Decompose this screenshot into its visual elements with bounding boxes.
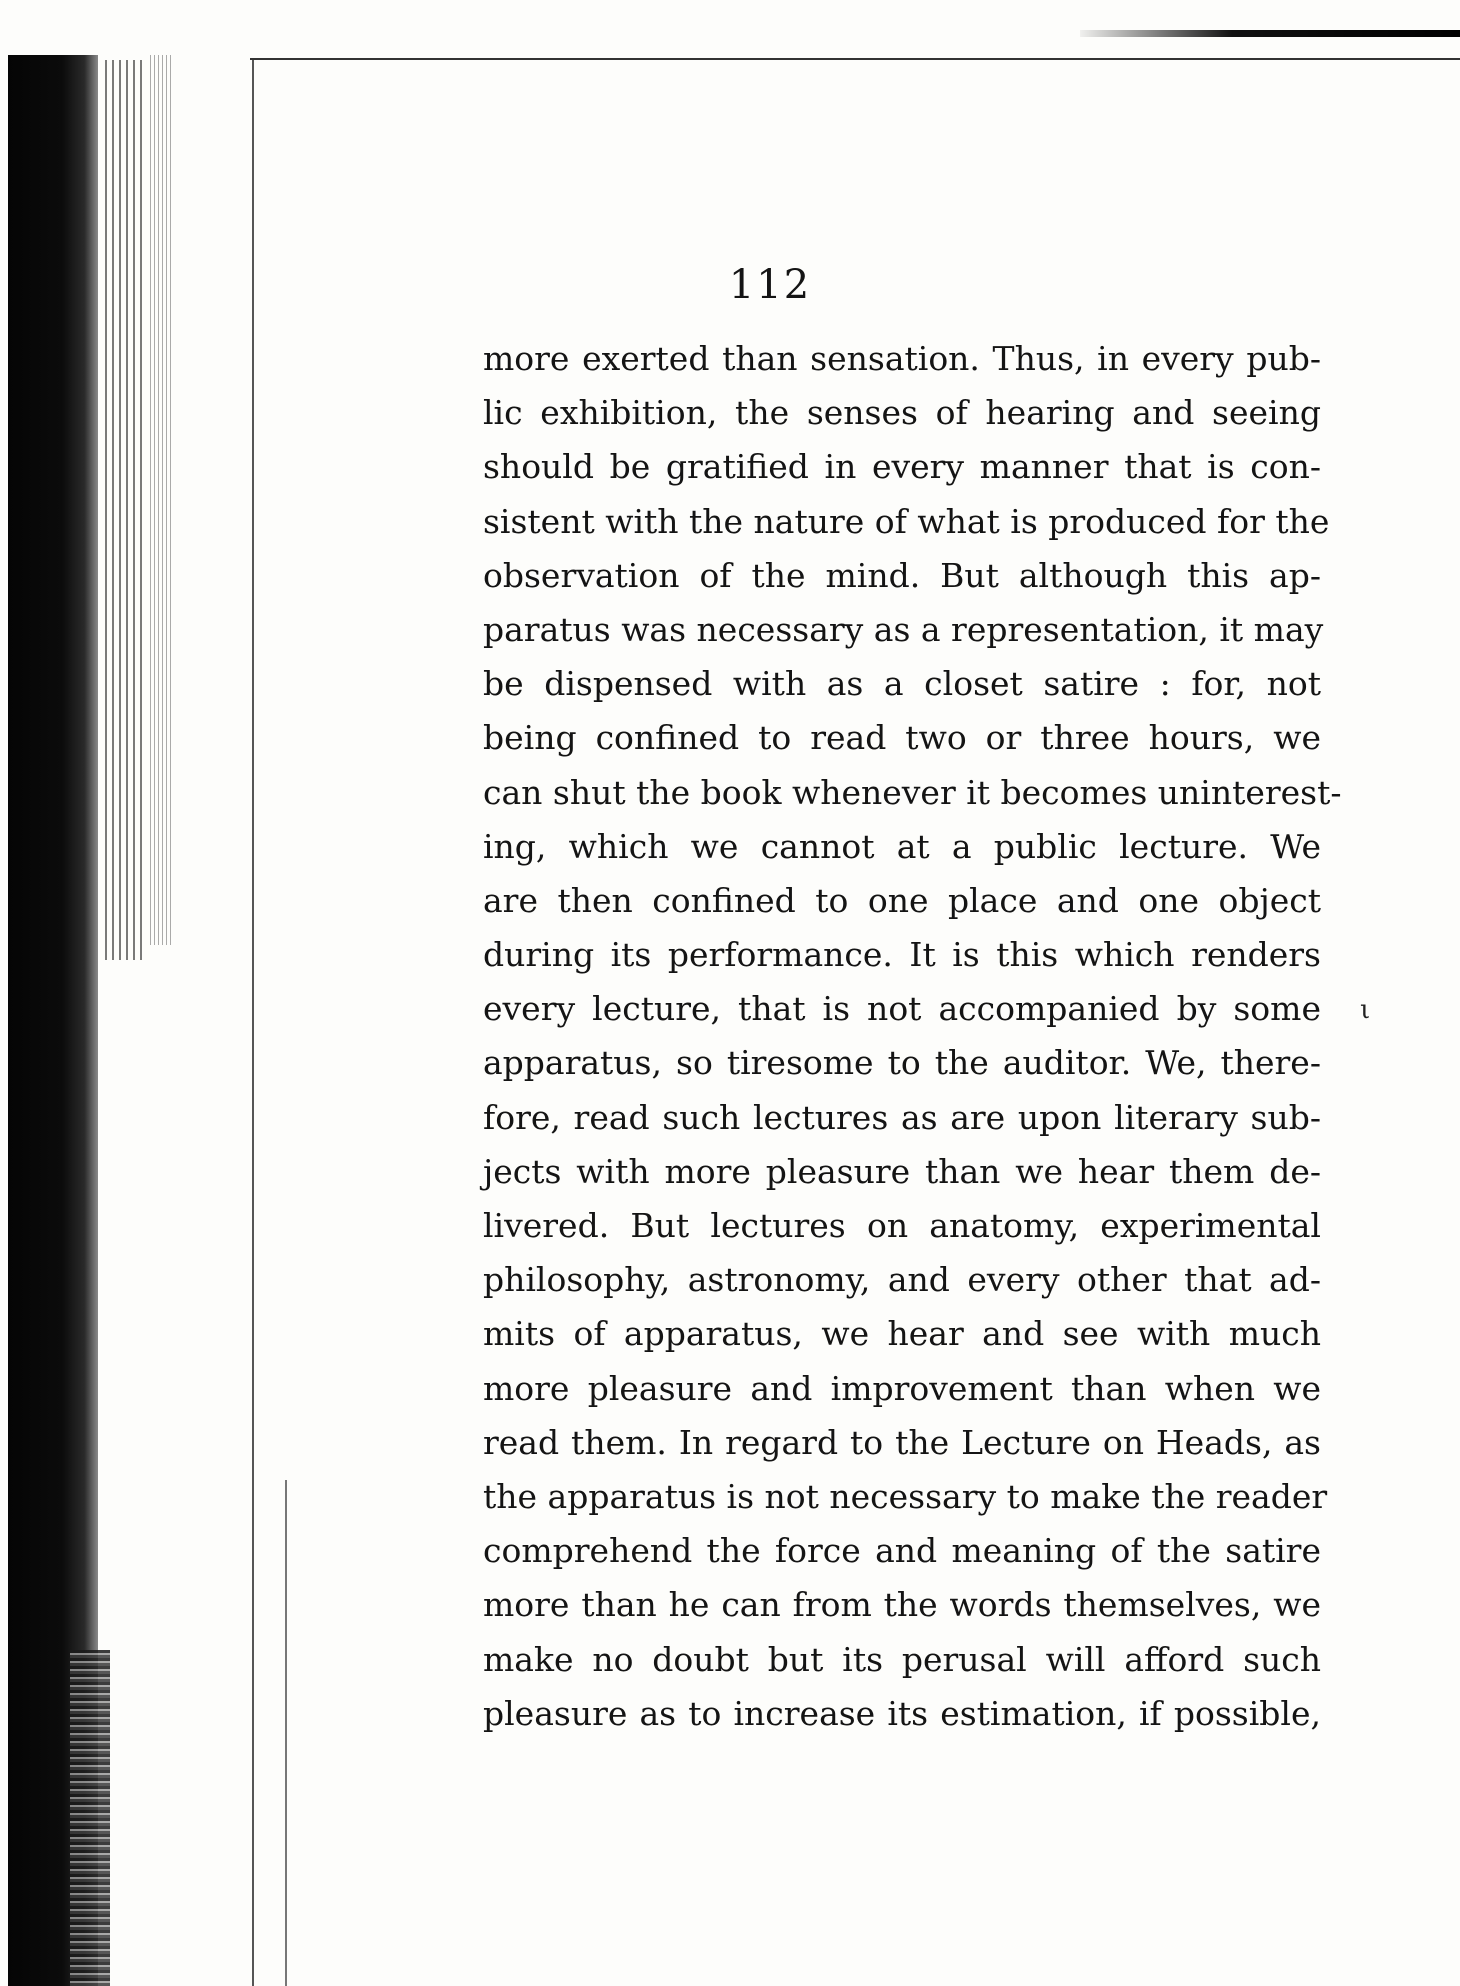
text-line: every lecture, that is not accompanied by some xyxy=(483,989,1321,1029)
page-fold-line xyxy=(285,1480,287,1986)
text-line: more pleasure and improvement than when we xyxy=(483,1368,1321,1408)
text-line: fore, read such lectures as are upon literary sub- xyxy=(483,1097,1321,1137)
text-line: can shut the book whenever it becomes uninterest- xyxy=(483,772,1342,812)
text-line: sistent with the nature of what is produced for the xyxy=(483,501,1330,541)
text-line: philosophy, astronomy, and every other that ad- xyxy=(483,1260,1321,1300)
text-line: mits of apparatus, we hear and see with much xyxy=(483,1314,1321,1354)
binding-texture xyxy=(70,1650,110,1986)
text-line: read them. In regard to the Lecture on Heads, as xyxy=(483,1422,1321,1462)
text-line: during its performance. It is this which renders xyxy=(483,935,1321,975)
text-line: more exerted than sensation. Thus, in every pub- xyxy=(483,339,1321,378)
text-line: observation of the mind. But although this ap- xyxy=(483,555,1321,595)
page-number: 112 xyxy=(728,262,812,308)
scan-edge-shadow xyxy=(1080,30,1460,37)
text-line: apparatus, so tiresome to the auditor. We, there- xyxy=(483,1043,1321,1083)
text-line: paratus was necessary as a representation, it may xyxy=(483,609,1324,649)
page-edge-lines-outer xyxy=(150,55,172,945)
text-line: jects with more pleasure than we hear them de- xyxy=(483,1151,1321,1191)
text-line: ing, which we cannot at a public lecture. We xyxy=(483,826,1321,866)
page-top-edge xyxy=(250,58,1460,60)
text-line: livered. But lectures on anatomy, experimental xyxy=(483,1206,1321,1245)
text-line: comprehend the force and meaning of the satire xyxy=(483,1531,1321,1571)
text-line: being confined to read two or three hours, we xyxy=(483,718,1321,758)
page-edge-lines xyxy=(105,60,145,960)
text-line: lic exhibition, the senses of hearing and seeing xyxy=(483,393,1321,433)
page-left-edge xyxy=(252,60,254,1986)
text-line: more than he can from the words themselves, we xyxy=(483,1585,1321,1625)
text-line: make no doubt but its perusal will afford such xyxy=(483,1639,1321,1679)
body-text xyxy=(483,332,1342,1741)
text-line: are then confined to one place and one object xyxy=(483,880,1321,920)
text-line: should be gratified in every manner that is con- xyxy=(483,447,1321,487)
text-line: pleasure as to increase its estimation, if possible, xyxy=(483,1693,1321,1733)
text-line: the apparatus is not necessary to make the reader xyxy=(483,1476,1328,1516)
text-line: be dispensed with as a closet satire : for, not xyxy=(483,664,1321,704)
margin-mark: ι xyxy=(1360,995,1371,1025)
